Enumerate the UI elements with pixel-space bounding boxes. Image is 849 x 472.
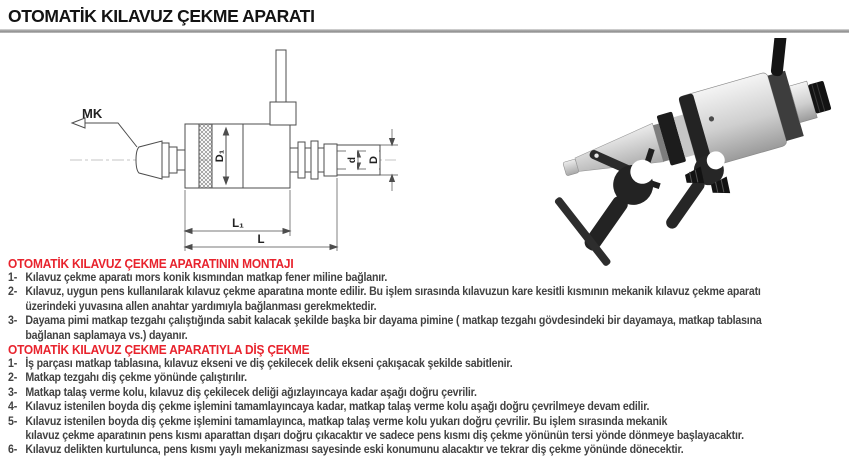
section-heading: OTOMATİK KILAVUZ ÇEKME APARATIYLA DİŞ ÇEKME xyxy=(8,342,310,358)
dim-label-mk: MK xyxy=(82,106,103,121)
item-number: 4- xyxy=(8,400,18,414)
item-number: 6- xyxy=(8,443,18,457)
item-text xyxy=(25,357,777,371)
item-number: 2- xyxy=(8,285,18,299)
list-item xyxy=(8,314,778,343)
item-text xyxy=(25,386,777,400)
instructions xyxy=(8,257,778,458)
dim-label-d1: D₁ xyxy=(214,149,226,163)
item-text-line: Kılavuz istenilen boyda diş çekme işlemini tamamlayıncaya kadar, matkap talaş verme kolu aşağı doğru çevrilmeye devam edilir. xyxy=(25,400,650,414)
item-text-line: Kılavuz delikten kurtulunca, pens kısmı yaylı mekanizması sayesinde eski konumunu alacaktır ve tekrar diş çekme yönünde dönecektir. xyxy=(25,443,684,457)
item-text-line: Kılavuz, uygun pens kullanılarak kılavuz çekme aparatına monte edilir. Bu işlem sırasında kılavuzun kare kesitli kısmının mekanik kılavuz çekme aparatı xyxy=(25,285,761,299)
title-divider xyxy=(0,29,849,33)
item-text-line: Kılavuz çekme aparatı mors konik kısmından matkap fener miline bağlanır. xyxy=(25,271,388,284)
item-text-line: Matkap talaş verme kolu, kılavuz diş çekilecek deliği ağızlayıncaya kadar aşağı doğru çevrilir. xyxy=(25,385,477,399)
section-heading: OTOMATİK KILAVUZ ÇEKME APARATININ MONTAJI xyxy=(8,256,294,271)
list-item xyxy=(8,443,778,457)
item-text-line: Kılavuz istenilen boyda diş çekme işlemini tamamlayınca, matkap talaş verme kolu yukarı doğru çevrilir. Bu işlem sırasında mekanik xyxy=(25,414,668,428)
list-item xyxy=(8,357,778,371)
item-text-line: üzerindeki yuvasına allen anahtar yardımıyla bağlanması gerekmektedir. xyxy=(25,299,377,313)
item-text xyxy=(25,371,777,385)
item-text-line: Dayama pimi matkap tezgahı çalıştığında sabit kalacak şekilde başka bir dayama pimine ( matkap tezgahı gövdesindeki bir dayamaya, matkap tablasına xyxy=(25,314,762,328)
page-title: OTOMATİK KILAVUZ ÇEKME APARATI xyxy=(8,6,315,26)
dim-label-l: L xyxy=(257,234,265,246)
item-text-line: bağlanan saplamaya vs.) dayanır. xyxy=(25,328,188,342)
item-number: 1- xyxy=(8,271,18,284)
list-item xyxy=(8,415,778,444)
list-item xyxy=(8,400,778,414)
item-text-line: kılavuz çekme aparatının pens kısmı aparattan dışarı doğru çıkacaktır ve sadece pens kısmı diş çekme yönünün tersi yönde dönmeye başlayacaktır. xyxy=(25,429,744,443)
item-text xyxy=(25,285,777,314)
dim-label-D: D xyxy=(368,156,380,164)
item-number: 1- xyxy=(8,357,18,371)
item-number: 3- xyxy=(8,314,18,328)
item-text-line: İş parçası matkap tablasına, kılavuz ekseni ve diş çekilecek delik ekseni çakışacak şekilde sabitlenir. xyxy=(25,357,513,371)
item-number: 2- xyxy=(8,371,18,385)
technical-drawing xyxy=(58,44,408,260)
item-text xyxy=(25,271,777,285)
dim-label-l1: L₁ xyxy=(232,218,244,230)
item-text xyxy=(25,415,777,444)
item-number: 5- xyxy=(8,414,18,428)
dim-label-d: d xyxy=(347,156,358,164)
list-item xyxy=(8,285,778,314)
item-text xyxy=(25,314,777,343)
item-text-line: Matkap tezgahı diş çekme yönünde çalıştırılır. xyxy=(25,371,247,385)
item-text xyxy=(25,443,777,457)
product-photo xyxy=(552,38,849,266)
item-text xyxy=(25,400,777,414)
item-number: 3- xyxy=(8,385,18,399)
list-item xyxy=(8,386,778,400)
list-item xyxy=(8,271,778,285)
list-item xyxy=(8,371,778,385)
